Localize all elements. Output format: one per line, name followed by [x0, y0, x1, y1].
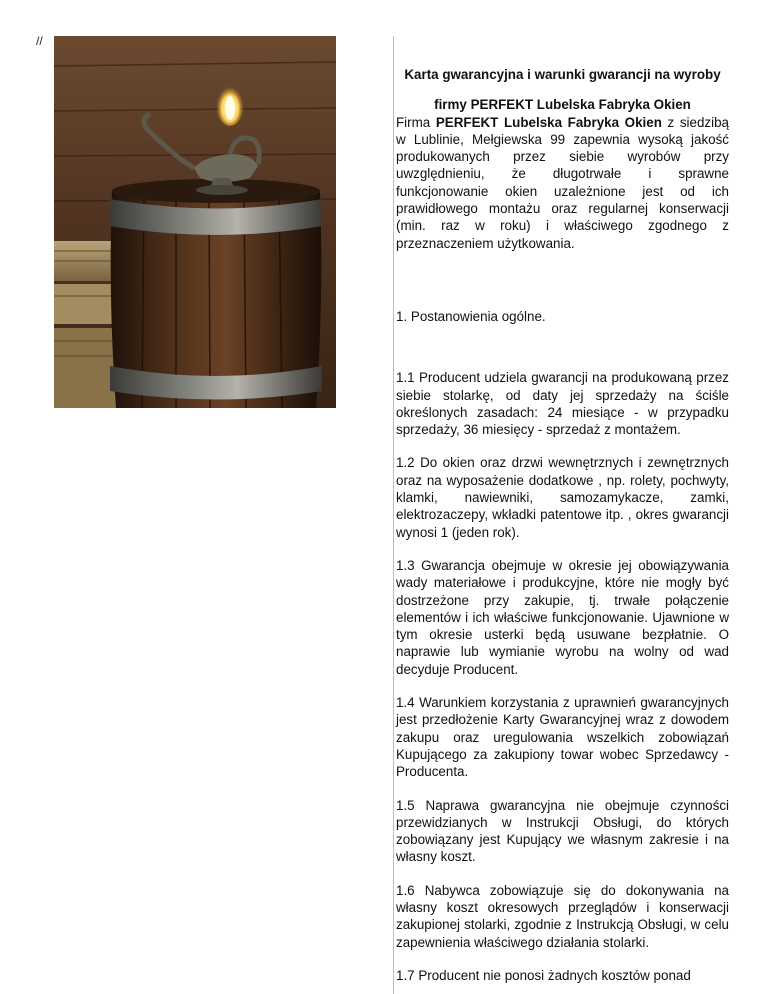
- paragraph-1-5: 1.5 Naprawa gwarancyjna nie obejmuje czynności przewidzianych w Instrukcji Obsługi, do których zobowiązany jest Kupujący we własnym zakresie i na własny koszt.: [396, 797, 729, 865]
- column-divider: [393, 36, 394, 994]
- paragraph-1-7: 1.7 Producent nie ponosi żadnych kosztów ponad: [396, 967, 691, 983]
- page-marker: //: [36, 34, 43, 48]
- paragraph-1-3: 1.3 Gwarancja obejmuje w okresie jej obowiązywania wady materiałowe i produkcyjne, które nie mogły być dostrzeżone przy zakupie, tj. trwałe połączenie elementów i ich właściwe funkcjonowanie. Ujawnione w tym okresie usterki będą usuwane bezpłatnie. O naprawie lub wymianie wyrobu na wolny od wad decyduje Producent.: [396, 557, 729, 677]
- paragraph-1-2: 1.2 Do okien oraz drzwi wewnętrznych i zewnętrznych oraz na wyposażenie dodatkowe , np. rolety, pochwyty, klamki, nawiewniki, samozamykacze, zamki, elektrozaczepy, wkładki patentowe itp. , okres gwarancji wynosi 1 (jeden rok).: [396, 455, 729, 540]
- intro-paragraph: [396, 114, 729, 252]
- section-heading: 1. Postanowienia ogólne.: [396, 308, 546, 324]
- paragraph-1-6: 1.6 Nabywca zobowiązuje się do dokonywania na własny koszt okresowych przeglądów i konserwacji zakupionej stolarki, zgodnie z Instrukcją Obsługi, w celu zapewnienia właściwego działania stolarki.: [396, 882, 729, 950]
- warranty-document: [396, 58, 729, 984]
- barrel-lamp-illustration: [54, 36, 336, 408]
- document-title-line1: Karta gwarancyjna i warunki gwarancji na wyroby: [404, 67, 721, 82]
- paragraph-1-4: 1.4 Warunkiem korzystania z uprawnień gwarancyjnych jest przedłożenie Karty Gwarancyjnej wraz z dowodem zakupu oraz uregulowania wszelkich zobowiązań Kupującego za zakupiony towar wobec Sprzedawcy - Producenta.: [396, 695, 729, 780]
- document-title-line2: firmy PERFEKT Lubelska Fabryka Okien: [434, 97, 691, 113]
- decorative-photo: [54, 36, 336, 408]
- intro-company-name: PERFEKT Lubelska Fabryka Okien: [435, 114, 662, 130]
- intro-prefix: Firma: [396, 114, 436, 130]
- paragraph-1-1: 1.1 Producent udziela gwarancji na produkowaną przez siebie stolarkę, od daty jej sprzedaży na ściśle określonych zasadach: 24 miesiące - w przypadku sprzedaży, 36 miesięcy - sprzedaż z montażem.: [396, 370, 729, 438]
- intro-body: z siedzibą w Lublinie, Mełgiewska 99 zapewnia wysoką jakość produkowanych przez siebie wyrobów przy uwzględnieniu, że długotrwałe i sprawne funkcjonowanie okien uzależnione jest od ich prawidłowego montażu oraz regularnej konserwacji (min. raz w roku) i właściwego zgodnego z przeznaczeniem użytkowania.: [396, 114, 729, 251]
